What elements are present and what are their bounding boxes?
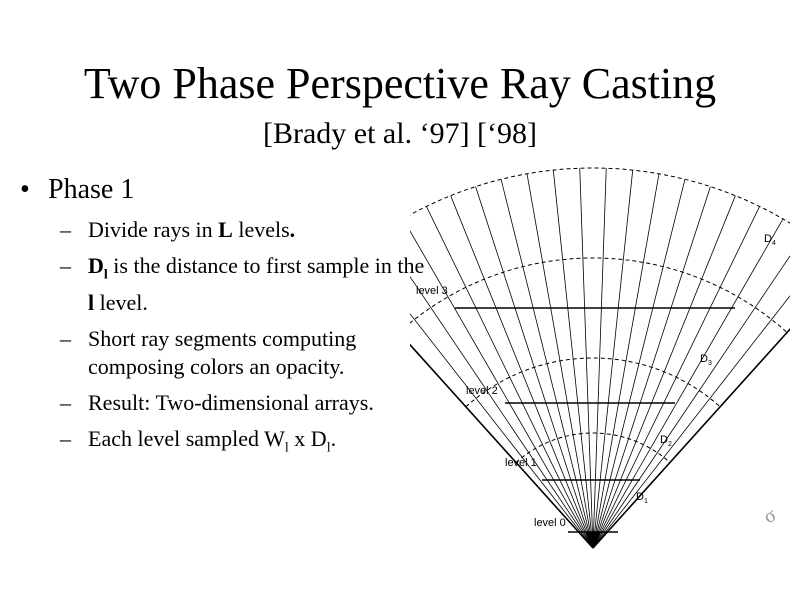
bullet-phase-1 bbox=[20, 172, 430, 208]
d2-label: $D_2$ bbox=[660, 434, 672, 448]
text-part: . bbox=[330, 426, 337, 452]
sub-bullet-sampling bbox=[60, 425, 430, 462]
text-part-bold: . bbox=[289, 217, 296, 242]
ray-fan bbox=[410, 168, 790, 548]
ray-line bbox=[593, 249, 790, 548]
dash-marker: – bbox=[60, 217, 71, 242]
text-part-bold: l bbox=[88, 290, 95, 316]
dash-marker: – bbox=[60, 390, 71, 416]
text-part: Each level sampled W bbox=[88, 426, 285, 452]
level-3-label: level 3 bbox=[416, 285, 448, 297]
text-part: is the distance to first sample in the bbox=[107, 253, 425, 278]
pen-scribble-mark: σ bbox=[759, 503, 781, 529]
sub-bullet-short-ray-segments bbox=[60, 325, 430, 381]
dashed-level-arc bbox=[410, 258, 787, 332]
d1-label: $D_1$ bbox=[636, 491, 648, 505]
sub-bullet-list bbox=[60, 216, 430, 463]
subscript: l bbox=[326, 440, 331, 456]
text-part: Divide rays in bbox=[88, 217, 219, 242]
slide-title: Two Phase Perspective Ray Casting bbox=[83, 59, 717, 108]
dash-marker: – bbox=[60, 253, 71, 278]
dash-marker: – bbox=[60, 326, 71, 352]
sub-bullet-divide-rays bbox=[60, 216, 430, 244]
bullet-dot: • bbox=[20, 174, 30, 205]
sub-bullet-text bbox=[88, 252, 430, 317]
d3-label: $D_3$ bbox=[700, 353, 712, 367]
sub-bullet-text: Result: Two-dimensional arrays. bbox=[88, 390, 374, 416]
dash-marker: – bbox=[60, 426, 71, 452]
ray-line bbox=[426, 206, 593, 548]
d4-label: $D_4$ bbox=[764, 233, 776, 247]
sub-bullet-text: Short ray segments computing composing colors an opacity. bbox=[88, 326, 357, 380]
text-part: x D bbox=[288, 426, 327, 452]
ray-line bbox=[593, 233, 790, 548]
sub-bullet-result bbox=[60, 389, 430, 417]
bullet-list bbox=[20, 172, 430, 471]
level-2-label: level 2 bbox=[466, 385, 498, 397]
ray-line bbox=[593, 170, 633, 548]
text-part-bold: D bbox=[88, 253, 104, 278]
level-1-label: level 1 bbox=[505, 457, 537, 469]
sub-bullet-distance bbox=[60, 252, 430, 317]
subscript: l bbox=[103, 267, 108, 283]
sub-bullet-text bbox=[88, 216, 430, 244]
bullet-phase-1-label: Phase 1 bbox=[48, 174, 135, 205]
dashed-level-arc bbox=[410, 168, 790, 266]
slide-subtitle: [Brady et al. ‘97] [‘98] bbox=[262, 117, 538, 150]
ray-casting-diagram bbox=[410, 160, 790, 560]
sub-bullet-text bbox=[88, 425, 430, 462]
ray-line bbox=[593, 174, 659, 548]
level-arcs bbox=[410, 168, 790, 463]
subscript: l bbox=[284, 440, 289, 456]
text-part: levels bbox=[232, 217, 290, 242]
text-part-bold: L bbox=[218, 217, 233, 242]
level-0-label: level 0 bbox=[534, 517, 566, 529]
ray-line bbox=[410, 219, 593, 548]
text-part: level. bbox=[94, 290, 148, 316]
